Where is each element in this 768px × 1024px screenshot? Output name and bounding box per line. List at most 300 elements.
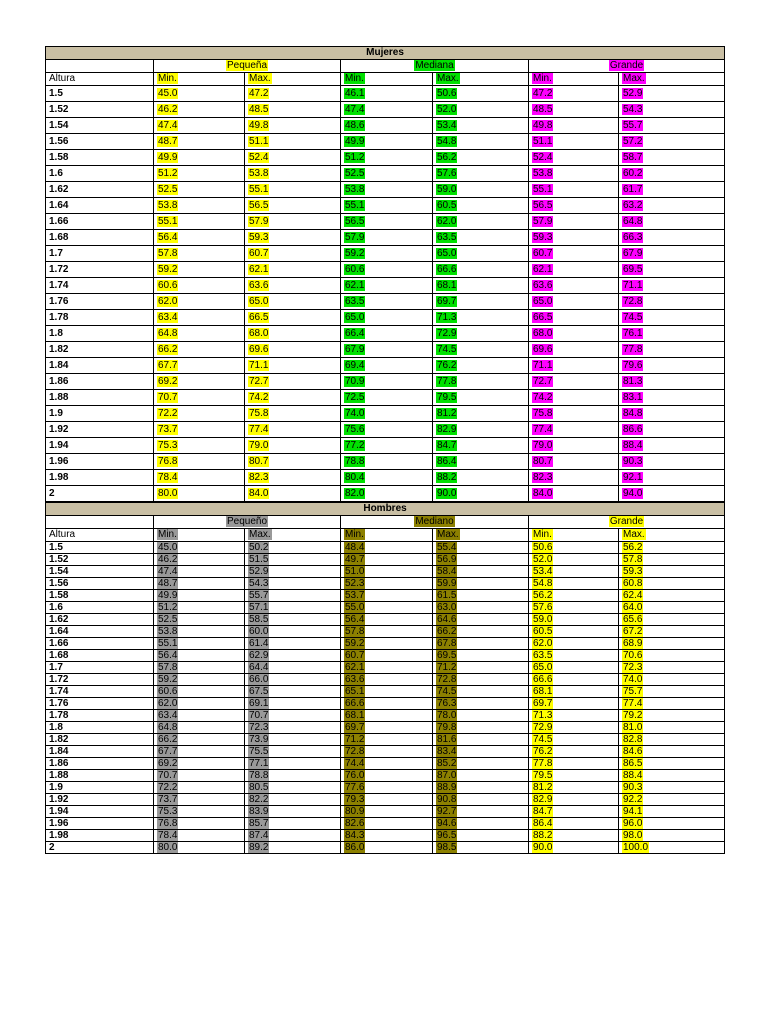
weight-value: 59.2 — [345, 247, 365, 259]
weight-cell — [341, 746, 433, 758]
weight-value: 75.7 — [623, 686, 643, 697]
weight-cell — [245, 470, 341, 486]
weight-cell — [245, 326, 341, 342]
weight-value: 53.8 — [533, 167, 553, 179]
weight-value: 52.0 — [437, 103, 457, 115]
weight-value: 66.2 — [437, 626, 457, 637]
weight-value: 65.0 — [249, 295, 269, 307]
weight-cell — [619, 662, 725, 674]
weight-cell — [529, 166, 619, 182]
weight-cell — [341, 578, 433, 590]
weight-value: 90.0 — [437, 487, 457, 499]
column-label: Min. — [158, 529, 177, 540]
weight-value: 59.3 — [249, 231, 269, 243]
weight-cell — [433, 278, 529, 294]
weight-cell — [154, 486, 245, 502]
weight-cell — [529, 102, 619, 118]
weight-value: 65.6 — [623, 614, 643, 625]
weight-value: 57.9 — [533, 215, 553, 227]
weight-cell — [619, 734, 725, 746]
weight-value: 72.7 — [249, 375, 269, 387]
weight-value: 78.4 — [158, 471, 178, 483]
weight-value: 76.0 — [345, 770, 365, 781]
table-row — [46, 746, 725, 758]
weight-value: 56.5 — [533, 199, 553, 211]
table-row — [46, 542, 725, 554]
height-cell: 1.78 — [46, 710, 154, 722]
table-row — [46, 310, 725, 326]
weight-cell — [154, 734, 245, 746]
weight-value: 66.5 — [249, 311, 269, 323]
weight-value: 70.6 — [623, 650, 643, 661]
table-row — [46, 150, 725, 166]
weight-value: 73.9 — [249, 734, 269, 745]
weight-cell — [341, 262, 433, 278]
table-row — [46, 214, 725, 230]
weight-value: 73.7 — [158, 794, 178, 805]
weight-cell — [245, 134, 341, 150]
weight-value: 72.2 — [158, 407, 178, 419]
weight-cell — [154, 638, 245, 650]
weight-cell — [154, 246, 245, 262]
weight-value: 71.2 — [345, 734, 365, 745]
min-header — [341, 73, 433, 86]
table-row — [46, 614, 725, 626]
weight-value: 80.5 — [249, 782, 269, 793]
height-cell: 1.9 — [46, 782, 154, 794]
weight-cell — [341, 590, 433, 602]
weight-cell — [433, 806, 529, 818]
weight-value: 57.1 — [249, 602, 269, 613]
weight-value: 86.4 — [533, 818, 553, 829]
weight-cell — [154, 326, 245, 342]
weight-value: 54.3 — [623, 103, 643, 115]
weight-cell — [529, 698, 619, 710]
weight-cell — [619, 578, 725, 590]
weight-cell — [245, 626, 341, 638]
weight-value: 52.4 — [249, 151, 269, 163]
weight-value: 92.7 — [437, 806, 457, 817]
weight-value: 87.0 — [437, 770, 457, 781]
weight-cell — [245, 746, 341, 758]
weight-value: 51.1 — [533, 135, 553, 147]
weight-cell — [619, 390, 725, 406]
weight-cell — [529, 230, 619, 246]
height-cell: 1.64 — [46, 626, 154, 638]
weight-value: 51.2 — [158, 167, 178, 179]
weight-cell — [433, 578, 529, 590]
weight-cell — [619, 150, 725, 166]
weight-value: 94.1 — [623, 806, 643, 817]
weight-cell — [154, 86, 245, 102]
weight-value: 80.7 — [249, 455, 269, 467]
table-row — [46, 374, 725, 390]
weight-cell — [529, 214, 619, 230]
height-cell: 1.74 — [46, 278, 154, 294]
weight-cell — [433, 390, 529, 406]
weight-cell — [619, 214, 725, 230]
weight-cell — [529, 710, 619, 722]
weight-value: 68.0 — [249, 327, 269, 339]
weight-cell — [245, 166, 341, 182]
weight-value: 57.8 — [158, 247, 178, 259]
column-label: Max. — [249, 73, 271, 84]
height-cell: 2 — [46, 842, 154, 854]
weight-cell — [341, 230, 433, 246]
weight-value: 63.6 — [345, 674, 365, 685]
weight-value: 96.5 — [437, 830, 457, 841]
weight-cell — [619, 230, 725, 246]
weight-value: 72.3 — [249, 722, 269, 733]
weight-cell — [433, 674, 529, 686]
table-row — [46, 198, 725, 214]
table-row — [46, 578, 725, 590]
weight-value: 69.6 — [249, 343, 269, 355]
weight-cell — [341, 818, 433, 830]
weight-value: 74.0 — [345, 407, 365, 419]
height-cell: 1.84 — [46, 358, 154, 374]
weight-value: 49.9 — [345, 135, 365, 147]
weight-value: 67.9 — [623, 247, 643, 259]
weight-cell — [619, 246, 725, 262]
table-row — [46, 734, 725, 746]
weight-value: 61.5 — [437, 590, 457, 601]
weight-value: 59.0 — [533, 614, 553, 625]
weight-cell — [619, 842, 725, 854]
weight-value: 53.8 — [345, 183, 365, 195]
weight-value: 86.4 — [437, 455, 457, 467]
column-label: Max. — [623, 73, 645, 84]
height-cell: 1.5 — [46, 542, 154, 554]
weight-value: 84.7 — [437, 439, 457, 451]
height-cell: 1.58 — [46, 590, 154, 602]
height-cell: 1.84 — [46, 746, 154, 758]
weight-cell — [341, 566, 433, 578]
weight-value: 48.7 — [158, 578, 178, 589]
weight-value: 79.5 — [533, 770, 553, 781]
weight-value: 72.9 — [533, 722, 553, 733]
min-header — [154, 73, 245, 86]
weight-cell — [433, 662, 529, 674]
weight-value: 77.4 — [623, 698, 643, 709]
weight-cell — [341, 470, 433, 486]
weight-cell — [529, 830, 619, 842]
weight-cell — [529, 406, 619, 422]
weight-cell — [529, 198, 619, 214]
weight-cell — [245, 722, 341, 734]
height-cell: 1.62 — [46, 182, 154, 198]
weight-value: 63.5 — [533, 650, 553, 661]
weight-value: 66.2 — [158, 343, 178, 355]
weight-cell — [619, 422, 725, 438]
section-header — [341, 516, 529, 529]
height-cell: 1.7 — [46, 246, 154, 262]
height-cell: 1.94 — [46, 806, 154, 818]
weight-cell — [529, 578, 619, 590]
weight-cell — [341, 294, 433, 310]
weight-value: 63.5 — [437, 231, 457, 243]
section-label: Mediana — [415, 60, 454, 71]
weight-cell — [154, 782, 245, 794]
weight-value: 83.4 — [437, 746, 457, 757]
weight-value: 88.2 — [533, 830, 553, 841]
weight-value: 62.0 — [158, 295, 178, 307]
weight-value: 62.1 — [249, 263, 269, 275]
table-row — [46, 554, 725, 566]
weight-value: 79.0 — [533, 439, 553, 451]
section-header — [529, 516, 725, 529]
table-row — [46, 438, 725, 454]
weight-value: 52.9 — [249, 566, 269, 577]
weight-value: 85.2 — [437, 758, 457, 769]
weight-value: 98.5 — [437, 842, 457, 853]
weight-cell — [433, 118, 529, 134]
weight-cell — [154, 662, 245, 674]
height-cell: 1.78 — [46, 310, 154, 326]
weight-cell — [245, 422, 341, 438]
weight-cell — [529, 638, 619, 650]
table-row — [46, 486, 725, 502]
weight-cell — [433, 758, 529, 770]
weight-cell — [245, 118, 341, 134]
weight-value: 64.4 — [249, 662, 269, 673]
section-label: Pequeña — [226, 60, 268, 71]
height-cell: 1.92 — [46, 794, 154, 806]
weight-value: 72.7 — [533, 375, 553, 387]
weight-value: 88.4 — [623, 439, 643, 451]
weight-cell — [341, 118, 433, 134]
column-label: Max. — [437, 529, 459, 540]
weight-cell — [529, 602, 619, 614]
weight-value: 76.8 — [158, 818, 178, 829]
weight-cell — [341, 758, 433, 770]
table-row — [46, 182, 725, 198]
table-row — [46, 470, 725, 486]
table-row — [46, 590, 725, 602]
weight-cell — [245, 602, 341, 614]
weight-value: 56.2 — [437, 151, 457, 163]
weight-cell — [433, 326, 529, 342]
weight-value: 68.1 — [437, 279, 457, 291]
weight-value: 55.1 — [158, 215, 178, 227]
weight-cell — [154, 674, 245, 686]
height-cell: 1.96 — [46, 454, 154, 470]
height-cell: 1.68 — [46, 650, 154, 662]
weight-value: 52.5 — [158, 183, 178, 195]
weight-value: 90.3 — [623, 455, 643, 467]
height-cell: 1.7 — [46, 662, 154, 674]
weight-cell — [341, 638, 433, 650]
table-row — [46, 698, 725, 710]
weight-value: 49.8 — [533, 119, 553, 131]
weight-cell — [245, 818, 341, 830]
weight-cell — [341, 542, 433, 554]
weight-cell — [529, 746, 619, 758]
weight-value: 47.2 — [533, 87, 553, 99]
height-cell: 1.9 — [46, 406, 154, 422]
height-cell: 1.66 — [46, 638, 154, 650]
weight-cell — [245, 842, 341, 854]
weight-cell — [154, 422, 245, 438]
weight-cell — [154, 134, 245, 150]
weight-cell — [245, 198, 341, 214]
weight-value: 79.0 — [249, 439, 269, 451]
table-row — [46, 390, 725, 406]
weight-value: 76.2 — [533, 746, 553, 757]
column-label: Min. — [158, 73, 177, 84]
min-header — [529, 73, 619, 86]
weight-cell — [529, 650, 619, 662]
weight-cell — [529, 262, 619, 278]
weight-value: 68.0 — [533, 327, 553, 339]
weight-value: 79.6 — [623, 359, 643, 371]
weight-value: 49.7 — [345, 554, 365, 565]
weight-value: 86.0 — [345, 842, 365, 853]
weight-cell — [619, 806, 725, 818]
max-header — [619, 529, 725, 542]
weight-cell — [154, 102, 245, 118]
table-row — [46, 794, 725, 806]
weight-value: 74.5 — [437, 686, 457, 697]
weight-cell — [154, 698, 245, 710]
weight-cell — [619, 326, 725, 342]
table-row — [46, 134, 725, 150]
weight-cell — [433, 782, 529, 794]
weight-cell — [529, 118, 619, 134]
weight-cell — [619, 638, 725, 650]
weight-value: 51.5 — [249, 554, 269, 565]
weight-value: 60.6 — [158, 686, 178, 697]
weight-value: 82.8 — [623, 734, 643, 745]
weight-cell — [619, 818, 725, 830]
weight-value: 56.5 — [345, 215, 365, 227]
weight-value: 59.0 — [437, 183, 457, 195]
weight-cell — [619, 614, 725, 626]
table-row — [46, 86, 725, 102]
weight-value: 52.3 — [345, 578, 365, 589]
weight-value: 67.2 — [623, 626, 643, 637]
weight-value: 90.3 — [623, 782, 643, 793]
weight-value: 62.4 — [623, 590, 643, 601]
weight-value: 47.4 — [158, 566, 178, 577]
weight-value: 50.6 — [533, 542, 553, 553]
weight-value: 54.8 — [437, 135, 457, 147]
weight-value: 71.3 — [533, 710, 553, 721]
weight-cell — [341, 422, 433, 438]
weight-value: 63.4 — [158, 710, 178, 721]
weight-cell — [154, 830, 245, 842]
weight-value: 63.6 — [533, 279, 553, 291]
weight-value: 59.3 — [533, 231, 553, 243]
weight-cell — [619, 674, 725, 686]
weight-value: 79.3 — [345, 794, 365, 805]
weight-cell — [433, 86, 529, 102]
weight-value: 66.6 — [437, 263, 457, 275]
weight-value: 65.0 — [533, 295, 553, 307]
weight-value: 66.6 — [345, 698, 365, 709]
weight-cell — [245, 246, 341, 262]
table-row — [46, 818, 725, 830]
weight-cell — [619, 262, 725, 278]
weight-cell — [433, 686, 529, 698]
weight-cell — [154, 214, 245, 230]
weight-cell — [619, 782, 725, 794]
weight-cell — [154, 278, 245, 294]
weight-value: 74.2 — [249, 391, 269, 403]
weight-value: 83.9 — [249, 806, 269, 817]
weight-cell — [245, 182, 341, 198]
weight-value: 76.3 — [437, 698, 457, 709]
weight-value: 67.7 — [158, 746, 178, 757]
weight-cell — [154, 566, 245, 578]
weight-value: 66.6 — [533, 674, 553, 685]
height-cell: 1.82 — [46, 342, 154, 358]
weight-value: 62.0 — [158, 698, 178, 709]
section-header — [154, 60, 341, 73]
weight-cell — [619, 278, 725, 294]
weight-value: 52.5 — [345, 167, 365, 179]
weight-value: 86.5 — [623, 758, 643, 769]
height-cell: 1.62 — [46, 614, 154, 626]
weight-cell — [154, 542, 245, 554]
weight-value: 72.5 — [345, 391, 365, 403]
column-label: Min. — [533, 529, 552, 540]
table-row — [46, 326, 725, 342]
weight-value: 66.3 — [623, 231, 643, 243]
weight-cell — [245, 342, 341, 358]
weight-value: 84.8 — [623, 407, 643, 419]
weight-cell — [245, 578, 341, 590]
weight-value: 59.2 — [158, 263, 178, 275]
height-cell: 1.56 — [46, 578, 154, 590]
weight-value: 68.1 — [345, 710, 365, 721]
weight-cell — [619, 198, 725, 214]
weight-value: 62.1 — [533, 263, 553, 275]
weight-cell — [341, 674, 433, 686]
table-row — [46, 710, 725, 722]
weight-value: 54.8 — [533, 578, 553, 589]
weight-value: 75.3 — [158, 439, 178, 451]
weight-cell — [154, 310, 245, 326]
weight-cell — [245, 294, 341, 310]
weight-cell — [154, 770, 245, 782]
height-cell: 1.76 — [46, 294, 154, 310]
weight-value: 84.0 — [533, 487, 553, 499]
weight-value: 87.4 — [249, 830, 269, 841]
weight-cell — [154, 806, 245, 818]
weight-value: 81.3 — [623, 375, 643, 387]
weight-cell — [245, 566, 341, 578]
weight-value: 58.7 — [623, 151, 643, 163]
weight-cell — [341, 342, 433, 358]
table-row — [46, 262, 725, 278]
weight-value: 51.2 — [345, 151, 365, 163]
weight-cell — [529, 134, 619, 150]
weight-value: 67.8 — [437, 638, 457, 649]
weight-value: 75.3 — [158, 806, 178, 817]
weight-cell — [433, 722, 529, 734]
weight-value: 48.4 — [345, 542, 365, 553]
weight-cell — [529, 246, 619, 262]
weight-cell — [341, 102, 433, 118]
weight-cell — [529, 150, 619, 166]
column-label: Max. — [623, 529, 645, 540]
weight-value: 69.2 — [158, 375, 178, 387]
weight-cell — [154, 758, 245, 770]
weight-cell — [529, 342, 619, 358]
weight-value: 82.0 — [345, 487, 365, 499]
weight-value: 98.0 — [623, 830, 643, 841]
